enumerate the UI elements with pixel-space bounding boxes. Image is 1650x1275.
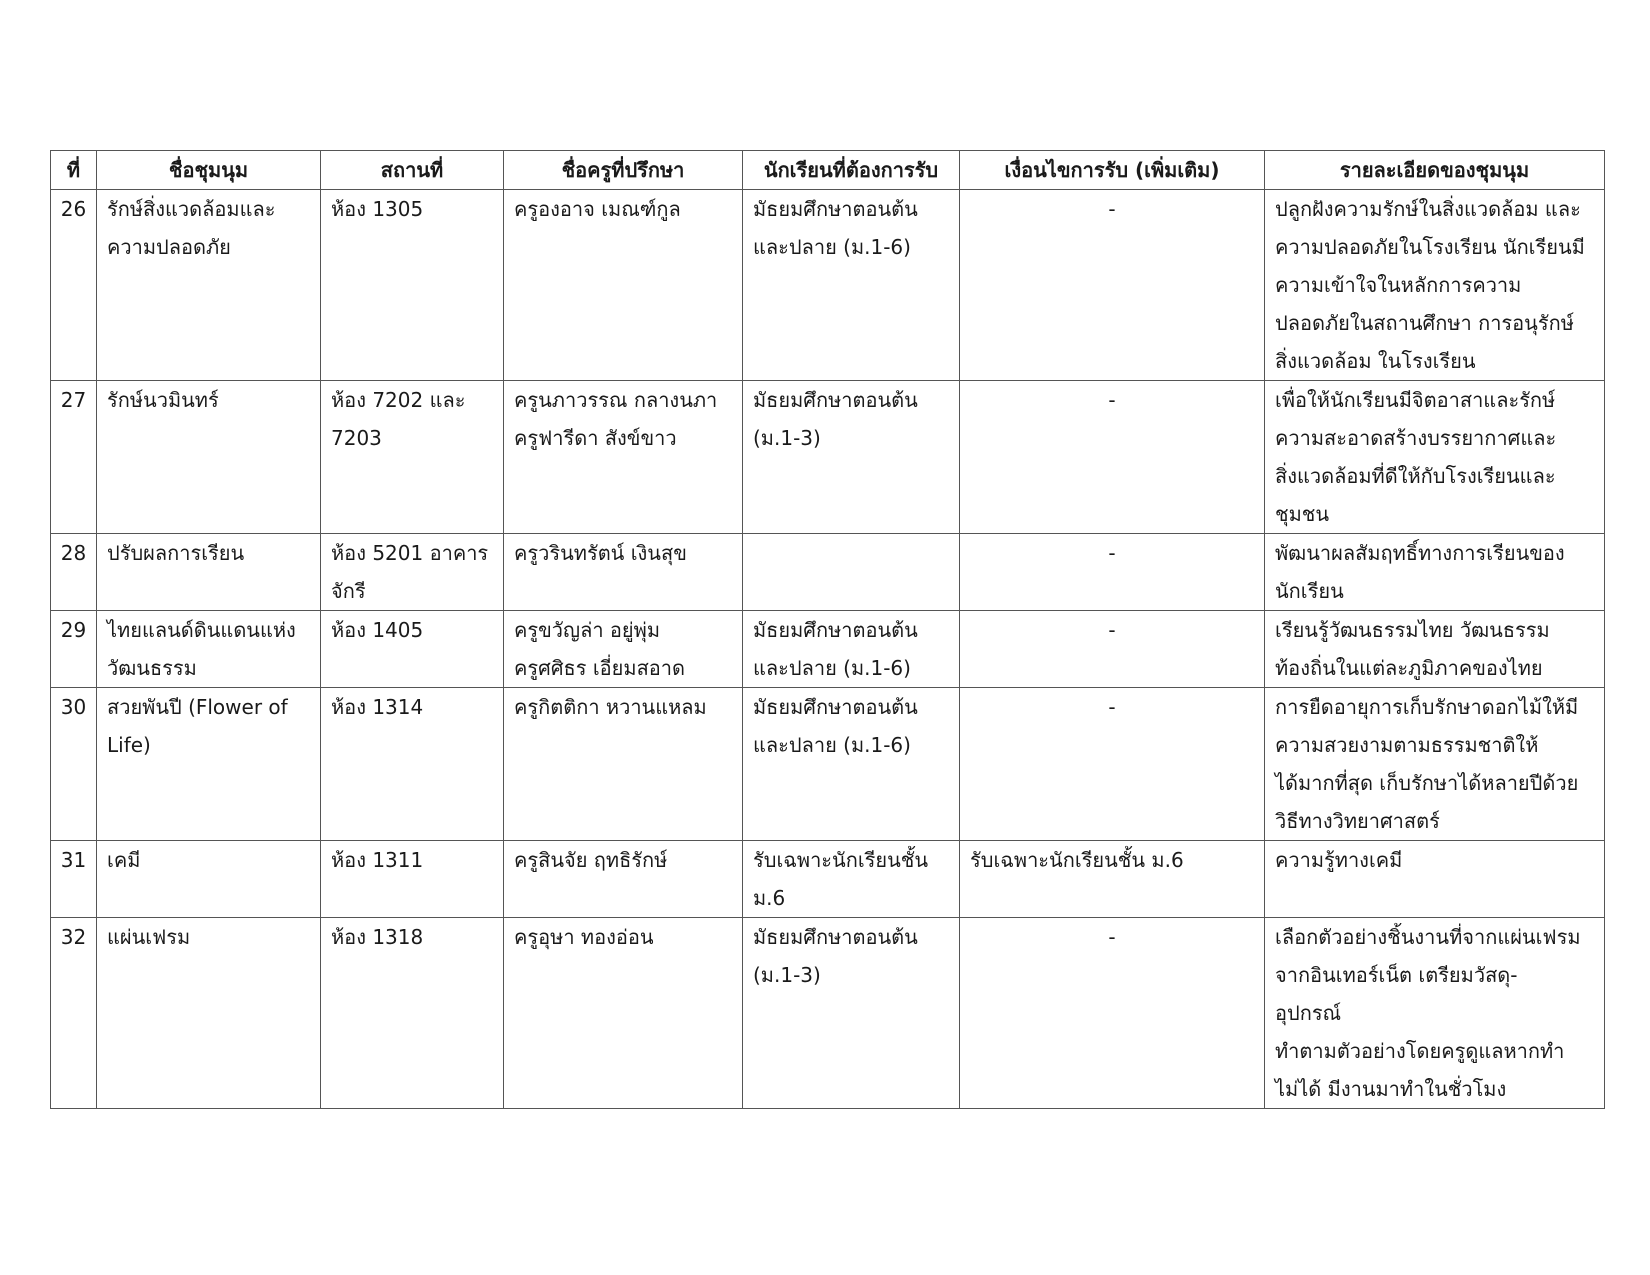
cell-details-line: พัฒนาผลสัมฤทธิ์ทางการเรียนของ <box>1275 541 1565 565</box>
cell-advisor-line: ครูอุษา ทองอ่อน <box>514 925 654 949</box>
table-header <box>51 151 1605 190</box>
cell-no: 31 <box>51 841 97 918</box>
cell-advisor <box>504 534 743 611</box>
cell-location <box>321 381 504 534</box>
cell-details <box>1265 190 1605 381</box>
cell-students-wanted-line: มัธยมศึกษาตอนต้น <box>753 197 918 221</box>
club-table-container <box>50 150 1604 1109</box>
cell-details-line: สิ่งแวดล้อมที่ดีให้กับโรงเรียนและ <box>1275 464 1556 488</box>
cell-no: 26 <box>51 190 97 381</box>
cell-club-name-line: วัฒนธรรม <box>107 656 197 680</box>
cell-advisor-line: ครูขวัญล่า อยู่พุ่ม <box>514 618 661 642</box>
header-no: ที่ <box>51 151 97 190</box>
cell-details <box>1265 841 1605 918</box>
cell-details-line: ปลูกฝังความรักษ์ในสิ่งแวดล้อม และ <box>1275 197 1581 221</box>
header-advisor: ชื่อครูที่ปรึกษา <box>504 151 743 190</box>
cell-students-wanted-line: (ม.1-3) <box>753 963 821 987</box>
cell-no: 27 <box>51 381 97 534</box>
cell-details-line: ไม่ได้ มีงานมาทำในชั่วโมง <box>1275 1077 1507 1101</box>
cell-location-line: ห้อง 1314 <box>331 695 424 719</box>
cell-details-line: ทำตามตัวอย่างโดยครูดูแลหากทำ <box>1275 1039 1565 1063</box>
cell-conditions: - <box>960 381 1265 534</box>
cell-club-name-line: เคมี <box>107 848 141 872</box>
cell-details-line: เลือกตัวอย่างชิ้นงานที่จากแผ่นเฟรม <box>1275 925 1581 949</box>
header-club-name: ชื่อชุมนุม <box>97 151 321 190</box>
cell-students-wanted <box>743 190 960 381</box>
cell-location-line: ห้อง 5201 อาคาร <box>331 541 489 565</box>
header-conditions: เงื่อนไขการรับ (เพิ่มเติม) <box>960 151 1265 190</box>
cell-details-line: การยืดอายุการเก็บรักษาดอกไม้ให้มี <box>1275 695 1579 719</box>
cell-club-name <box>97 611 321 688</box>
cell-students-wanted-line: มัธยมศึกษาตอนต้น <box>753 388 918 412</box>
cell-students-wanted-line: รับเฉพาะนักเรียนชั้น <box>753 848 929 872</box>
cell-advisor <box>504 611 743 688</box>
cell-students-wanted-line: และปลาย (ม.1-6) <box>753 235 911 259</box>
cell-details-line: ความสวยงามตามธรรมชาติให้ <box>1275 733 1539 757</box>
cell-students-wanted-line: และปลาย (ม.1-6) <box>753 733 911 757</box>
cell-club-name-line: ความปลอดภัย <box>107 235 231 259</box>
cell-students-wanted-line: ม.6 <box>753 886 786 910</box>
cell-details <box>1265 918 1605 1109</box>
table-body <box>51 190 1605 1109</box>
header-location: สถานที่ <box>321 151 504 190</box>
cell-students-wanted-line: (ม.1-3) <box>753 426 821 450</box>
cell-location-line: ห้อง 1318 <box>331 925 424 949</box>
cell-conditions: - <box>960 918 1265 1109</box>
cell-students-wanted <box>743 381 960 534</box>
cell-conditions: - <box>960 534 1265 611</box>
cell-location-line: ห้อง 1405 <box>331 618 424 642</box>
cell-location-line: 7203 <box>331 426 382 450</box>
table-row <box>51 841 1605 918</box>
cell-location <box>321 918 504 1109</box>
cell-advisor-line: ครูนภาวรรณ กลางนภา <box>514 388 718 412</box>
cell-location-line: ห้อง 1311 <box>331 848 424 872</box>
cell-details-line: อุปกรณ์ <box>1275 1001 1342 1025</box>
cell-details <box>1265 611 1605 688</box>
cell-details-line: สิ่งแวดล้อม ในโรงเรียน <box>1275 349 1476 373</box>
cell-club-name-line: Life) <box>107 733 151 757</box>
cell-no: 29 <box>51 611 97 688</box>
cell-students-wanted-line: มัธยมศึกษาตอนต้น <box>753 695 918 719</box>
cell-advisor-line: ครูฟารีดา สังข์ขาว <box>514 426 677 450</box>
table-row <box>51 688 1605 841</box>
cell-advisor <box>504 190 743 381</box>
cell-club-name <box>97 534 321 611</box>
cell-details-line: ชุมชน <box>1275 502 1330 526</box>
cell-students-wanted-line: และปลาย (ม.1-6) <box>753 656 911 680</box>
cell-advisor <box>504 688 743 841</box>
cell-students-wanted <box>743 611 960 688</box>
cell-advisor <box>504 918 743 1109</box>
cell-students-wanted-line: มัธยมศึกษาตอนต้น <box>753 925 918 949</box>
cell-club-name <box>97 190 321 381</box>
header-details: รายละเอียดของชุมนุม <box>1265 151 1605 190</box>
cell-club-name-line: รักษ์นวมินทร์ <box>107 388 219 412</box>
cell-club-name-line: สวยพันปี (Flower of <box>107 695 288 719</box>
cell-advisor-line: ครูองอาจ เมณฑ์กูล <box>514 197 681 221</box>
cell-advisor-line: ครูศศิธร เอี่ยมสอาด <box>514 656 686 680</box>
cell-club-name <box>97 381 321 534</box>
cell-advisor-line: ครูกิตติกา หวานแหลม <box>514 695 707 719</box>
cell-details-line: ท้องถิ่นในแต่ละภูมิภาคของไทย <box>1275 656 1543 680</box>
cell-details-line: ความเข้าใจในหลักการความ <box>1275 273 1522 297</box>
cell-details-line: จากอินเทอร์เน็ต เตรียมวัสดุ- <box>1275 963 1518 987</box>
cell-location <box>321 611 504 688</box>
cell-details-line: ได้มากที่สุด เก็บรักษาได้หลายปีด้วย <box>1275 771 1579 795</box>
cell-conditions: รับเฉพาะนักเรียนชั้น ม.6 <box>960 841 1265 918</box>
cell-club-name-line: แผ่นเฟรม <box>107 925 191 949</box>
cell-students-wanted <box>743 841 960 918</box>
cell-club-name-line: รักษ์สิ่งแวดล้อมและ <box>107 197 276 221</box>
cell-location <box>321 688 504 841</box>
table-row <box>51 190 1605 381</box>
cell-location-line: จักรี <box>331 579 366 603</box>
cell-club-name-line: ปรับผลการเรียน <box>107 541 245 565</box>
table-row <box>51 381 1605 534</box>
cell-students-wanted <box>743 918 960 1109</box>
cell-conditions: - <box>960 611 1265 688</box>
table-row <box>51 918 1605 1109</box>
cell-details-line: ความสะอาดสร้างบรรยากาศและ <box>1275 426 1557 450</box>
cell-club-name <box>97 918 321 1109</box>
cell-club-name-line: ไทยแลนด์ดินแดนแห่ง <box>107 618 296 642</box>
cell-details <box>1265 381 1605 534</box>
cell-location-line: ห้อง 7202 และ <box>331 388 466 412</box>
cell-details-line: นักเรียน <box>1275 579 1344 603</box>
cell-location <box>321 190 504 381</box>
cell-details-line: ความรู้ทางเคมี <box>1275 848 1403 872</box>
cell-details-line: ปลอดภัยในสถานศึกษา การอนุรักษ์ <box>1275 311 1574 335</box>
cell-club-name <box>97 841 321 918</box>
cell-details-line: เรียนรู้วัฒนธรรมไทย วัฒนธรรม <box>1275 618 1550 642</box>
cell-no: 32 <box>51 918 97 1109</box>
cell-location <box>321 841 504 918</box>
cell-no: 30 <box>51 688 97 841</box>
club-table <box>50 150 1605 1109</box>
cell-students-wanted <box>743 534 960 611</box>
cell-details <box>1265 534 1605 611</box>
cell-students-wanted <box>743 688 960 841</box>
cell-location-line: ห้อง 1305 <box>331 197 424 221</box>
cell-club-name <box>97 688 321 841</box>
cell-details-line: ความปลอดภัยในโรงเรียน นักเรียนมี <box>1275 235 1585 259</box>
cell-conditions: - <box>960 190 1265 381</box>
cell-no: 28 <box>51 534 97 611</box>
cell-advisor <box>504 381 743 534</box>
table-row <box>51 534 1605 611</box>
cell-advisor <box>504 841 743 918</box>
cell-details <box>1265 688 1605 841</box>
cell-location <box>321 534 504 611</box>
cell-advisor-line: ครูวรินทรัตน์ เงินสุข <box>514 541 687 565</box>
cell-students-wanted-line: มัธยมศึกษาตอนต้น <box>753 618 918 642</box>
cell-details-line: เพื่อให้นักเรียนมีจิตอาสาและรักษ์ <box>1275 388 1556 412</box>
table-row <box>51 611 1605 688</box>
header-students-wanted: นักเรียนที่ต้องการรับ <box>743 151 960 190</box>
cell-conditions: - <box>960 688 1265 841</box>
cell-advisor-line: ครูสินจัย ฤทธิรักษ์ <box>514 848 668 872</box>
cell-details-line: วิธีทางวิทยาศาสตร์ <box>1275 809 1440 833</box>
header-row <box>51 151 1605 190</box>
